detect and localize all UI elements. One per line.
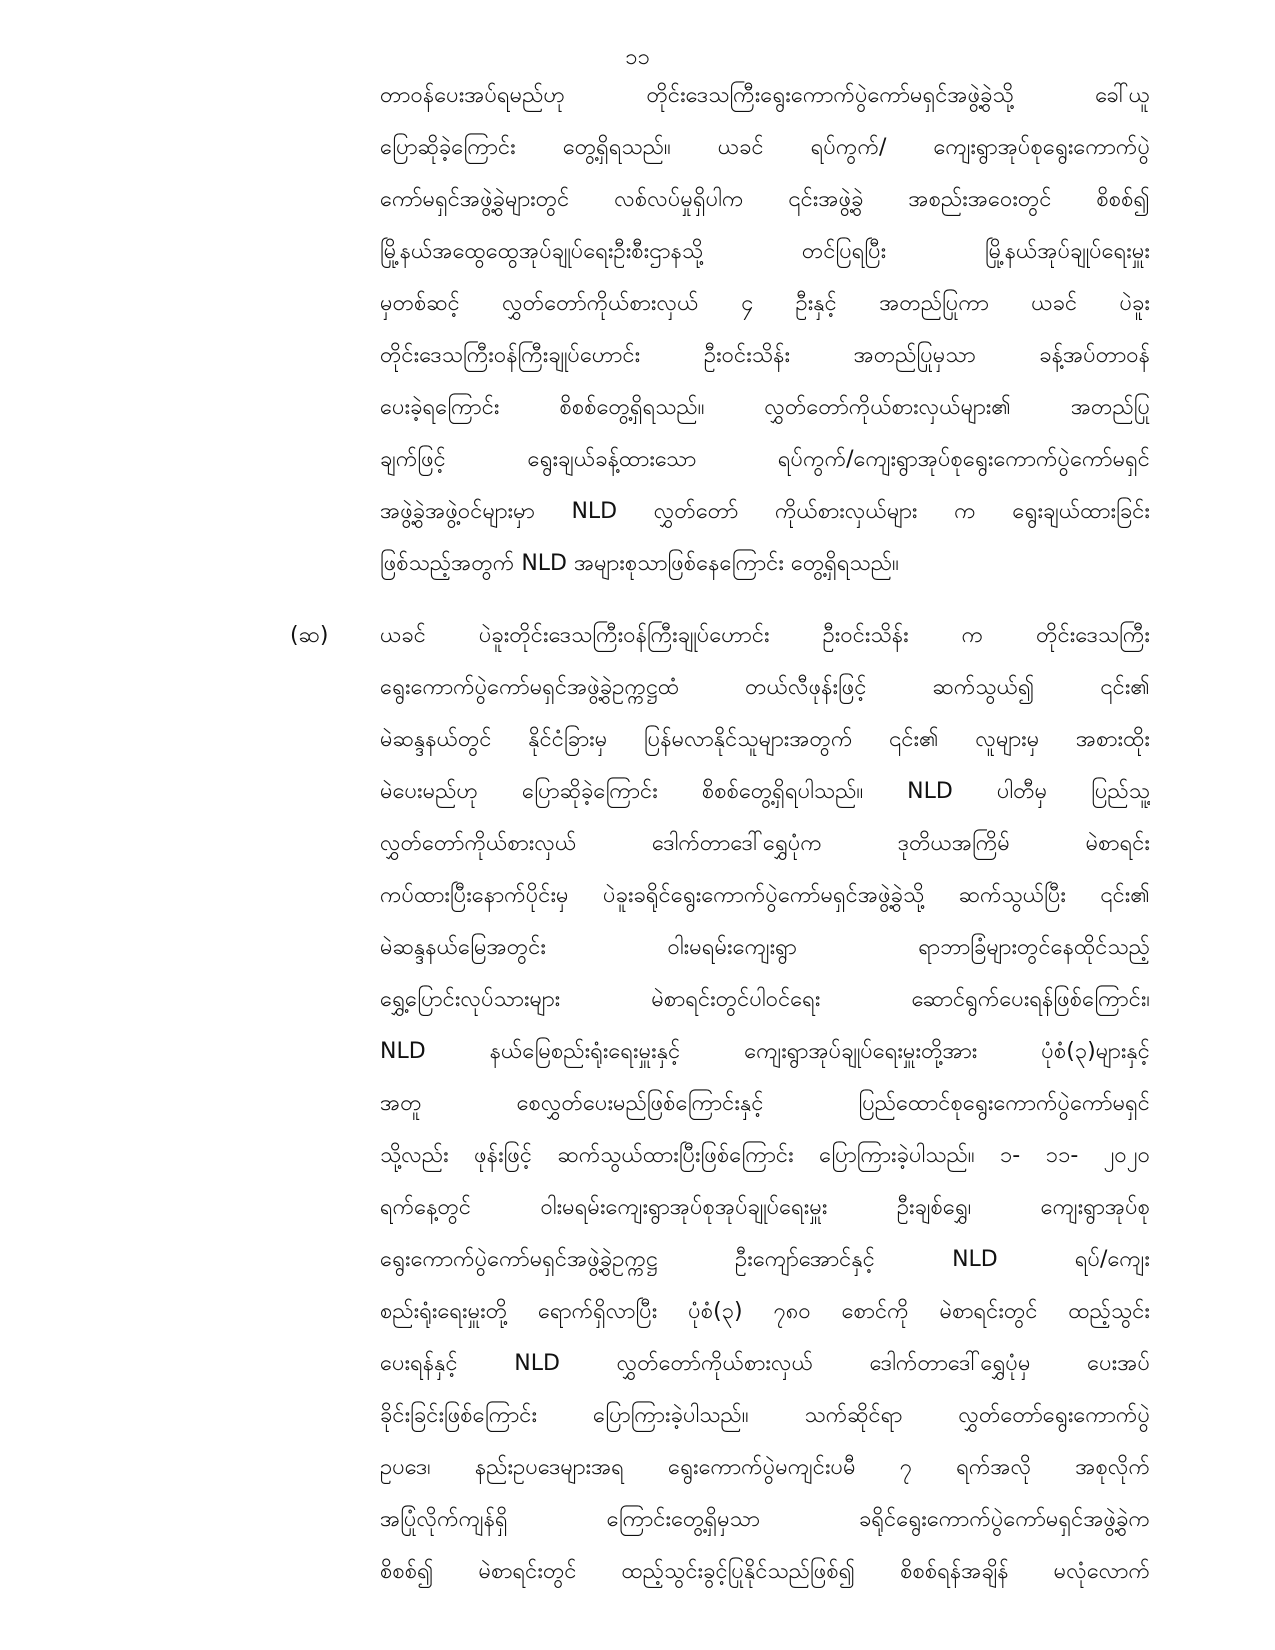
paragraph-line: စည်းရုံးရေးမှူးတို့ ရောက်ရှိလာပြီး ပုံစံ(၃) ၇၈၀ စောင်ကို မဲစာရင်းတွင် ထည့်သွင်း xyxy=(380,1299,1150,1324)
paragraph-line: NLD နယ်မြေစည်းရုံးရေးမှူးနှင့် ကျေးရွာအုပ်ချုပ်ရေးမှူးတို့အား ပုံစံ(၃)များနှင့် xyxy=(380,1039,1150,1064)
paragraph-line: ခိုင်းခြင်းဖြစ်ကြောင်း ပြောကြားခဲ့ပါသည်။ သက်ဆိုင်ရာ လွှတ်တော်ရွေးကောက်ပွဲ xyxy=(380,1403,1150,1428)
paragraph-line: အပြုံလိုက်ကျန်ရှိ ကြောင်းတွေ့ရှိမှသာ ခရိုင်ရွေးကောက်ပွဲကော်မရှင်အဖွဲ့ခွဲက xyxy=(380,1507,1150,1532)
paragraph-line: ရွေးကောက်ပွဲကော်မရှင်အဖွဲ့ခွဲဥက္ကဋ္ဌထံ တယ်လီဖုန်းဖြင့် ဆက်သွယ်၍ ၎င်း၏ xyxy=(380,675,1150,700)
paragraph-line: စိစစ်၍ မဲစာရင်းတွင် ထည့်သွင်းခွင့်ပြုနိုင်သည်ဖြစ်၍ စိစစ်ရန်အချိန် မလုံလောက် xyxy=(380,1559,1150,1584)
page-number: ၁၁ xyxy=(625,45,650,70)
paragraph-line: ယခင် ပဲခူးတိုင်းဒေသကြီးဝန်ကြီးချုပ်ဟောင်း ဦးဝင်းသိန်း က တိုင်းဒေသကြီး xyxy=(380,623,1150,648)
paragraph-line: အတူ စေလွှတ်ပေးမည်ဖြစ်ကြောင်းနှင့် ပြည်ထောင်စုရွေးကောက်ပွဲကော်မရှင် xyxy=(380,1091,1150,1116)
paragraph-line: တိုင်းဒေသကြီးဝန်ကြီးချုပ်ဟောင်း ဦးဝင်းသိန်း အတည်ပြုမှသာ ခန့်အပ်တာဝန် xyxy=(380,343,1150,368)
paragraph-line: မြို့နယ်အထွေထွေအုပ်ချုပ်ရေးဦးစီးဌာနသို့ တင်ပြရပြီး မြို့နယ်အုပ်ချုပ်ရေးမှူး xyxy=(380,239,1150,264)
paragraph-line: မဲပေးမည်ဟု ပြောဆိုခဲ့ကြောင်း စိစစ်တွေ့ရှိရပါသည်။ NLD ပါတီမှ ပြည်သူ့ xyxy=(380,779,1150,804)
paragraph-line: မဲဆန္ဒနယ်မြေအတွင်း ဝါးမရမ်းကျေးရွာ ရာဘာခြံများတွင်နေထိုင်သည့် xyxy=(380,935,1150,960)
paragraph-line: သို့လည်း ဖုန်းဖြင့် ဆက်သွယ်ထားပြီးဖြစ်ကြောင်း ပြောကြားခဲ့ပါသည်။ ၁- ၁၁- ၂၀၂၀ xyxy=(380,1143,1150,1168)
paragraph-line: ရွှေ့ပြောင်းလုပ်သားများ မဲစာရင်းတွင်ပါဝင်ရေး ဆောင်ရွက်ပေးရန်ဖြစ်ကြောင်း၊ xyxy=(380,987,1150,1012)
paragraph-line: ကပ်ထားပြီးနောက်ပိုင်းမှ ပဲခူးခရိုင်ရွေးကောက်ပွဲကော်မရှင်အဖွဲ့ခွဲသို့ ဆက်သွယ်ပြီး ၎င်း၏ xyxy=(380,883,1150,908)
paragraph-line: မဲဆန္ဒနယ်တွင် နိုင်ငံခြားမှ ပြန်မလာနိုင်သူများအတွက် ၎င်း၏ လူများမှ အစားထိုး xyxy=(380,727,1150,752)
paragraph-line: ဥပဒေ၊ နည်းဥပဒေများအရ ရွေးကောက်ပွဲမကျင်းပမီ ၇ ရက်အလို အစုလိုက် xyxy=(380,1455,1150,1480)
paragraph-line: ရွေးကောက်ပွဲကော်မရှင်အဖွဲ့ခွဲဥက္ကဋ္ဌ ဦးကျော်အောင်နှင့် NLD ရပ်/ကျေး xyxy=(380,1247,1150,1272)
paragraph-line: တာဝန်ပေးအပ်ရမည်ဟု တိုင်းဒေသကြီးရွေးကောက်ပွဲကော်မရှင်အဖွဲ့ခွဲသို့ ခေါ်ယူ xyxy=(380,83,1150,108)
paragraph-line: ပြောဆိုခဲ့ကြောင်း တွေ့ရှိရသည်။ ယခင် ရပ်ကွက်/ ကျေးရွာအုပ်စုရွေးကောက်ပွဲ xyxy=(380,135,1150,160)
paragraph-line: ရက်နေ့တွင် ဝါးမရမ်းကျေးရွာအုပ်စုအုပ်ချုပ်ရေးမှူး ဦးချစ်ရွှေ၊ ကျေးရွာအုပ်စု xyxy=(380,1195,1150,1220)
paragraph-line: လွှတ်တော်ကိုယ်စားလှယ် ဒေါက်တာဒေါ်ရွှေပုံက ဒုတိယအကြိမ် မဲစာရင်း xyxy=(380,831,1150,856)
paragraph-line: ဖြစ်သည့်အတွက် NLD အများစုသာဖြစ်နေကြောင်း တွေ့ရှိရသည်။ xyxy=(380,551,899,576)
paragraph-label: (ဆ) xyxy=(290,623,329,648)
paragraph-continued xyxy=(380,74,1150,594)
paragraph-line: ချက်ဖြင့် ရွေးချယ်ခန့်ထားသော ရပ်ကွက်/ကျေးရွာအုပ်စုရွေးကောက်ပွဲကော်မရှင် xyxy=(380,447,1150,472)
paragraph-line: မှတစ်ဆင့် လွှတ်တော်ကိုယ်စားလှယ် ၄ ဦးနှင့် အတည်ပြုကာ ယခင် ပဲခူး xyxy=(380,291,1150,316)
paragraph-line: ပေးခဲ့ရကြောင်း စိစစ်တွေ့ရှိရသည်။ လွှတ်တော်ကိုယ်စားလှယ်များ၏ အတည်ပြု xyxy=(380,395,1150,420)
paragraph-line: အဖွဲ့ခွဲအဖွဲ့ဝင်များမှာ NLD လွှတ်တော် ကိုယ်စားလှယ်များ က ရွေးချယ်ထားခြင်း xyxy=(380,499,1150,524)
paragraph-sa xyxy=(380,614,1150,1602)
paragraph-line: ပေးရန်နှင့် NLD လွှတ်တော်ကိုယ်စားလှယ် ဒေါက်တာဒေါ်ရွှေပုံမှ ပေးအပ် xyxy=(380,1351,1150,1376)
paragraph-line: ကော်မရှင်အဖွဲ့ခွဲများတွင် လစ်လပ်မှုရှိပါက ၎င်းအဖွဲ့ခွဲ အစည်းအဝေးတွင် စိစစ်၍ xyxy=(380,187,1150,212)
